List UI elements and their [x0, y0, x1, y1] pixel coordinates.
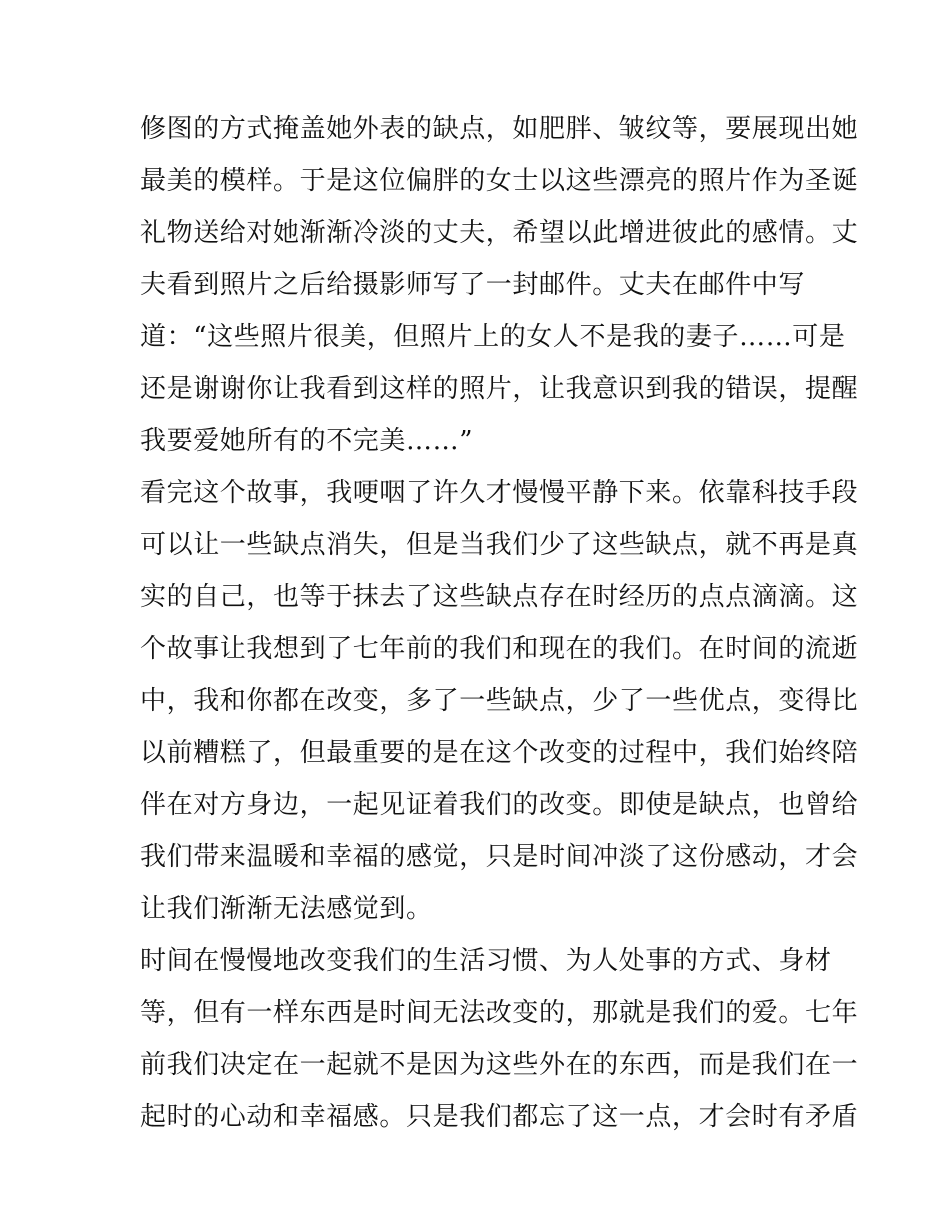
text-line: 最美的模样。于是这位偏胖的女士以这些漂亮的照片作为圣诞 [140, 166, 859, 196]
text-line: 修图的方式掩盖她外表的缺点，如肥胖、皱纹等，要展现出她 [140, 114, 859, 144]
text-line: 可以让一些缺点消失，但是当我们少了这些缺点，就不再是真 [140, 530, 859, 560]
text-line: 夫看到照片之后给摄影师写了一封邮件。丈夫在邮件中写 [140, 270, 806, 300]
text-line: 礼物送给对她渐渐冷淡的丈夫，希望以此增进彼此的感情。丈 [140, 218, 859, 248]
text-line: 中，我和你都在改变，多了一些缺点，少了一些优点，变得比 [140, 686, 859, 716]
text-line: 等，但有一样东西是时间无法改变的，那就是我们的爱。七年 [140, 998, 859, 1028]
text-line: 看完这个故事，我哽咽了许久才慢慢平静下来。依靠科技手段 [140, 478, 859, 508]
text-line: 我要爱她所有的不完美……” [140, 426, 474, 456]
text-line: 以前糟糕了，但最重要的是在这个改变的过程中，我们始终陪 [140, 738, 859, 768]
text-line: 个故事让我想到了七年前的我们和现在的我们。在时间的流逝 [140, 634, 859, 664]
text-line: 还是谢谢你让我看到这样的照片，让我意识到我的错误，提醒 [140, 374, 859, 404]
text-line: 前我们决定在一起就不是因为这些外在的东西，而是我们在一 [140, 1050, 859, 1080]
text-line: 起时的心动和幸福感。只是我们都忘了这一点，才会时有矛盾 [140, 1102, 859, 1132]
text-line: 让我们渐渐无法感觉到。 [140, 894, 433, 924]
text-line: 我们带来温暖和幸福的感觉，只是时间冲淡了这份感动，才会 [140, 842, 859, 872]
text-line: 实的自己，也等于抹去了这些缺点存在时经历的点点滴滴。这 [140, 582, 859, 612]
text-line: 伴在对方身边，一起见证着我们的改变。即使是缺点，也曾给 [140, 790, 859, 820]
document-body [140, 103, 859, 1143]
text-line: 时间在慢慢地改变我们的生活习惯、为人处事的方式、身材 [140, 946, 832, 976]
text-line: 道：“这些照片很美，但照片上的女人不是我的妻子……可是 [140, 322, 846, 352]
